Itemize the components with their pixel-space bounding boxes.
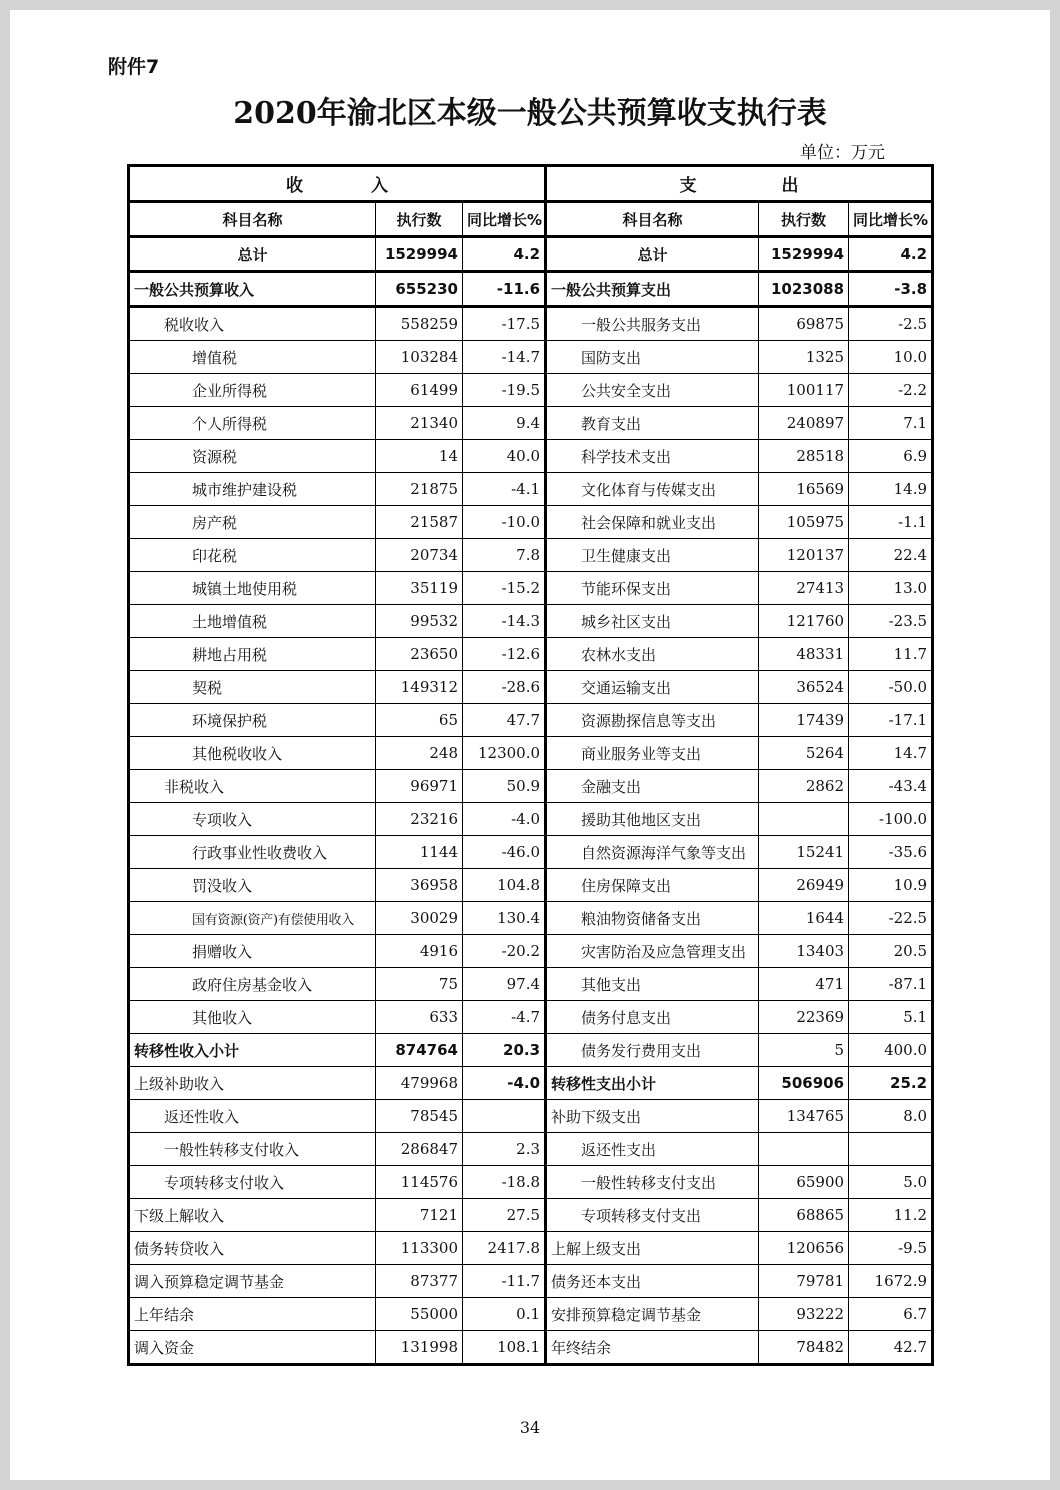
expense-item-growth [849,1133,933,1166]
table-row [129,737,933,770]
table-row [129,770,933,803]
expense-item-growth: 400.0 [849,1034,933,1067]
expense-item-growth: 6.7 [849,1298,933,1331]
income-item-growth: 50.9 [463,770,546,803]
income-item-amount: 103284 [376,341,463,374]
table-row [129,506,933,539]
expense-item-amount: 105975 [759,506,849,539]
income-item-growth: 104.8 [463,869,546,902]
table-row [129,1166,933,1199]
expense-item-amount: 471 [759,968,849,1001]
income-item-name: 转移性收入小计 [129,1034,376,1067]
attachment-label: 附件7 [108,56,160,78]
income-item-growth: 40.0 [463,440,546,473]
expense-col-name: 科目名称 [546,202,759,237]
expense-item-name: 农林水支出 [546,638,759,671]
expense-item-amount: 28518 [759,440,849,473]
income-item-amount: 23650 [376,638,463,671]
table-row [129,935,933,968]
expense-col-growth: 同比增长% [849,202,933,237]
expense-item-amount: 16569 [759,473,849,506]
expense-item-amount: 5 [759,1034,849,1067]
expense-item-growth: -87.1 [849,968,933,1001]
income-item-growth: -11.6 [463,272,546,307]
income-item-amount: 113300 [376,1232,463,1265]
income-item-amount: 4916 [376,935,463,968]
expense-item-amount: 26949 [759,869,849,902]
expense-item-amount: 5264 [759,737,849,770]
expense-item-growth: 6.9 [849,440,933,473]
expense-item-name: 公共安全支出 [546,374,759,407]
income-item-growth: -28.6 [463,671,546,704]
expense-item-name: 年终结余 [546,1331,759,1365]
income-item-name: 行政事业性收费收入 [129,836,376,869]
expense-item-growth: -3.8 [849,272,933,307]
expense-item-amount [759,803,849,836]
income-item-amount: 30029 [376,902,463,935]
income-item-name: 其他收入 [129,1001,376,1034]
income-item-amount: 479968 [376,1067,463,1100]
expense-item-name: 援助其他地区支出 [546,803,759,836]
income-item-amount: 558259 [376,307,463,341]
expense-item-growth: 14.7 [849,737,933,770]
income-item-amount: 21875 [376,473,463,506]
income-item-amount: 65 [376,704,463,737]
expense-item-growth: -1.1 [849,506,933,539]
expense-item-amount: 120656 [759,1232,849,1265]
table-row [129,671,933,704]
income-item-growth [463,1100,546,1133]
table-row [129,1232,933,1265]
income-item-name: 土地增值税 [129,605,376,638]
table-row [129,374,933,407]
page-title: 2020年渝北区本级一般公共预算收支执行表 [233,96,827,131]
expense-item-amount: 15241 [759,836,849,869]
income-item-growth: -46.0 [463,836,546,869]
expense-item-growth: 8.0 [849,1100,933,1133]
income-item-name: 政府住房基金收入 [129,968,376,1001]
table-row [129,1034,933,1067]
income-item-amount: 131998 [376,1331,463,1365]
document-page [10,10,1050,1480]
expense-item-amount: 93222 [759,1298,849,1331]
income-item-name: 增值税 [129,341,376,374]
income-item-growth: 97.4 [463,968,546,1001]
expense-item-name: 交通运输支出 [546,671,759,704]
income-item-growth: 27.5 [463,1199,546,1232]
income-item-growth: -11.7 [463,1265,546,1298]
expense-item-amount: 69875 [759,307,849,341]
table-row [129,572,933,605]
income-item-growth: 0.1 [463,1298,546,1331]
expense-item-growth: 5.1 [849,1001,933,1034]
expense-item-growth: -22.5 [849,902,933,935]
income-item-growth: -4.0 [463,803,546,836]
income-item-name: 专项转移支付收入 [129,1166,376,1199]
income-item-growth: 2.3 [463,1133,546,1166]
income-item-growth: 2417.8 [463,1232,546,1265]
income-col-amount: 执行数 [376,202,463,237]
income-item-name: 企业所得税 [129,374,376,407]
header-row-columns [129,202,933,237]
income-item-amount: 21340 [376,407,463,440]
expense-item-growth: 7.1 [849,407,933,440]
income-item-amount: 55000 [376,1298,463,1331]
expense-item-name: 专项转移支付支出 [546,1199,759,1232]
expense-item-amount: 100117 [759,374,849,407]
income-item-amount: 78545 [376,1100,463,1133]
income-item-growth: -20.2 [463,935,546,968]
table-row [129,1331,933,1365]
income-item-growth: 9.4 [463,407,546,440]
expense-item-growth: 42.7 [849,1331,933,1365]
income-item-amount: 75 [376,968,463,1001]
income-item-growth: 12300.0 [463,737,546,770]
expense-item-name: 城乡社区支出 [546,605,759,638]
expense-item-name: 债务付息支出 [546,1001,759,1034]
expense-item-name: 住房保障支出 [546,869,759,902]
expense-item-amount: 1023088 [759,272,849,307]
expense-col-amount: 执行数 [759,202,849,237]
expense-item-name: 债务发行费用支出 [546,1034,759,1067]
table-row [129,836,933,869]
expense-item-growth: 11.2 [849,1199,933,1232]
expense-item-growth: -23.5 [849,605,933,638]
expense-item-amount: 2862 [759,770,849,803]
income-item-name: 返还性收入 [129,1100,376,1133]
income-item-name: 捐赠收入 [129,935,376,968]
expense-item-growth: 11.7 [849,638,933,671]
expense-item-growth: -35.6 [849,836,933,869]
header-row-section [129,166,933,202]
expense-item-amount: 120137 [759,539,849,572]
income-item-name: 环境保护税 [129,704,376,737]
expense-item-name: 自然资源海洋气象等支出 [546,836,759,869]
income-item-amount: 96971 [376,770,463,803]
income-item-amount: 874764 [376,1034,463,1067]
income-item-name: 专项收入 [129,803,376,836]
income-item-growth: 130.4 [463,902,546,935]
income-item-growth: -12.6 [463,638,546,671]
expense-item-name: 教育支出 [546,407,759,440]
expense-item-name: 资源勘探信息等支出 [546,704,759,737]
income-item-growth: -17.5 [463,307,546,341]
table-row [129,272,933,307]
income-item-amount: 248 [376,737,463,770]
income-item-growth: -19.5 [463,374,546,407]
income-item-name: 下级上解收入 [129,1199,376,1232]
table-row [129,869,933,902]
income-item-growth: -15.2 [463,572,546,605]
expense-item-amount: 240897 [759,407,849,440]
expense-item-growth: -100.0 [849,803,933,836]
expense-item-name: 国防支出 [546,341,759,374]
table-row [129,539,933,572]
expense-item-name: 返还性支出 [546,1133,759,1166]
income-item-growth: 47.7 [463,704,546,737]
expense-item-amount: 1644 [759,902,849,935]
expense-item-growth: 4.2 [849,237,933,272]
income-item-name: 城镇土地使用税 [129,572,376,605]
expense-item-name: 节能环保支出 [546,572,759,605]
income-item-growth: 7.8 [463,539,546,572]
income-item-growth: 4.2 [463,237,546,272]
income-item-name: 调入资金 [129,1331,376,1365]
income-item-name: 国有资源(资产)有偿使用收入 [129,902,376,935]
table-row [129,1298,933,1331]
table-row [129,1199,933,1232]
expense-item-name: 商业服务业等支出 [546,737,759,770]
income-col-name: 科目名称 [129,202,376,237]
expense-item-growth: 5.0 [849,1166,933,1199]
income-item-amount: 114576 [376,1166,463,1199]
expense-item-amount [759,1133,849,1166]
table-row [129,237,933,272]
expense-item-name: 灾害防治及应急管理支出 [546,935,759,968]
expense-item-growth: 1672.9 [849,1265,933,1298]
expense-item-name: 安排预算稳定调节基金 [546,1298,759,1331]
income-col-growth: 同比增长% [463,202,546,237]
income-item-name: 资源税 [129,440,376,473]
income-item-name: 耕地占用税 [129,638,376,671]
table-row [129,803,933,836]
income-item-amount: 99532 [376,605,463,638]
income-item-growth: -10.0 [463,506,546,539]
income-item-growth: -4.0 [463,1067,546,1100]
table-row [129,968,933,1001]
expense-item-amount: 506906 [759,1067,849,1100]
expense-item-name: 社会保障和就业支出 [546,506,759,539]
expense-item-amount: 65900 [759,1166,849,1199]
table-row [129,1133,933,1166]
expense-item-growth: 10.0 [849,341,933,374]
income-item-name: 罚没收入 [129,869,376,902]
table-row [129,605,933,638]
expense-item-name: 转移性支出小计 [546,1067,759,1100]
table-row [129,473,933,506]
expense-item-name: 一般公共服务支出 [546,307,759,341]
table-row [129,902,933,935]
income-item-amount: 7121 [376,1199,463,1232]
expense-item-name: 卫生健康支出 [546,539,759,572]
table-row [129,307,933,341]
expense-item-growth: -50.0 [849,671,933,704]
income-item-name: 调入预算稳定调节基金 [129,1265,376,1298]
income-item-name: 一般公共预算收入 [129,272,376,307]
expense-item-growth: -17.1 [849,704,933,737]
table-row [129,1067,933,1100]
income-item-amount: 1144 [376,836,463,869]
expense-item-growth: 25.2 [849,1067,933,1100]
income-item-name: 房产税 [129,506,376,539]
expense-item-amount: 17439 [759,704,849,737]
expense-item-amount: 79781 [759,1265,849,1298]
expense-item-growth: 13.0 [849,572,933,605]
expense-item-name: 其他支出 [546,968,759,1001]
expense-item-growth: -43.4 [849,770,933,803]
income-item-amount: 61499 [376,374,463,407]
income-item-growth: -14.7 [463,341,546,374]
income-item-amount: 655230 [376,272,463,307]
expense-item-growth: -2.2 [849,374,933,407]
income-item-name: 上级补助收入 [129,1067,376,1100]
expense-item-name: 一般公共预算支出 [546,272,759,307]
expense-item-amount: 27413 [759,572,849,605]
table-row [129,704,933,737]
income-item-name: 一般性转移支付收入 [129,1133,376,1166]
expense-item-name: 上解上级支出 [546,1232,759,1265]
income-item-amount: 633 [376,1001,463,1034]
expense-item-name: 债务还本支出 [546,1265,759,1298]
income-item-growth: 108.1 [463,1331,546,1365]
expense-item-amount: 22369 [759,1001,849,1034]
income-header: 收 入 [129,166,546,202]
expense-item-amount: 36524 [759,671,849,704]
income-item-name: 非税收入 [129,770,376,803]
expense-item-name: 补助下级支出 [546,1100,759,1133]
expense-item-name: 文化体育与传媒支出 [546,473,759,506]
expense-item-growth: 14.9 [849,473,933,506]
income-item-name: 城市维护建设税 [129,473,376,506]
expense-item-growth: 10.9 [849,869,933,902]
table-row [129,407,933,440]
expense-item-name: 总计 [546,237,759,272]
income-item-amount: 1529994 [376,237,463,272]
expense-item-amount: 1529994 [759,237,849,272]
table-row [129,440,933,473]
income-item-name: 上年结余 [129,1298,376,1331]
income-item-amount: 36958 [376,869,463,902]
table-row [129,1265,933,1298]
expense-item-growth: -2.5 [849,307,933,341]
income-item-name: 印花税 [129,539,376,572]
expense-item-name: 一般性转移支付支出 [546,1166,759,1199]
table-row [129,638,933,671]
income-item-amount: 14 [376,440,463,473]
expense-item-growth: 22.4 [849,539,933,572]
income-item-amount: 35119 [376,572,463,605]
unit-label: 单位：万元 [800,143,885,163]
table-row [129,341,933,374]
income-item-growth: 20.3 [463,1034,546,1067]
income-item-amount: 21587 [376,506,463,539]
income-item-amount: 149312 [376,671,463,704]
income-item-amount: 23216 [376,803,463,836]
expense-item-amount: 48331 [759,638,849,671]
expense-item-name: 粮油物资储备支出 [546,902,759,935]
expense-item-amount: 121760 [759,605,849,638]
income-item-name: 税收收入 [129,307,376,341]
income-item-name: 契税 [129,671,376,704]
income-item-name: 其他税收收入 [129,737,376,770]
expense-item-name: 科学技术支出 [546,440,759,473]
expense-item-amount: 13403 [759,935,849,968]
income-item-growth: -18.8 [463,1166,546,1199]
budget-table [127,164,934,1366]
expense-header: 支 出 [546,166,933,202]
table-row [129,1001,933,1034]
expense-item-amount: 134765 [759,1100,849,1133]
expense-item-growth: 20.5 [849,935,933,968]
table-row [129,1100,933,1133]
expense-item-name: 金融支出 [546,770,759,803]
page-number: 34 [519,1418,541,1437]
income-item-name: 债务转贷收入 [129,1232,376,1265]
income-item-amount: 87377 [376,1265,463,1298]
income-item-name: 个人所得税 [129,407,376,440]
income-item-amount: 20734 [376,539,463,572]
income-item-growth: -4.1 [463,473,546,506]
expense-item-amount: 68865 [759,1199,849,1232]
expense-item-amount: 78482 [759,1331,849,1365]
income-item-amount: 286847 [376,1133,463,1166]
income-item-name: 总计 [129,237,376,272]
income-item-growth: -4.7 [463,1001,546,1034]
expense-item-growth: -9.5 [849,1232,933,1265]
income-item-growth: -14.3 [463,605,546,638]
expense-item-amount: 1325 [759,341,849,374]
